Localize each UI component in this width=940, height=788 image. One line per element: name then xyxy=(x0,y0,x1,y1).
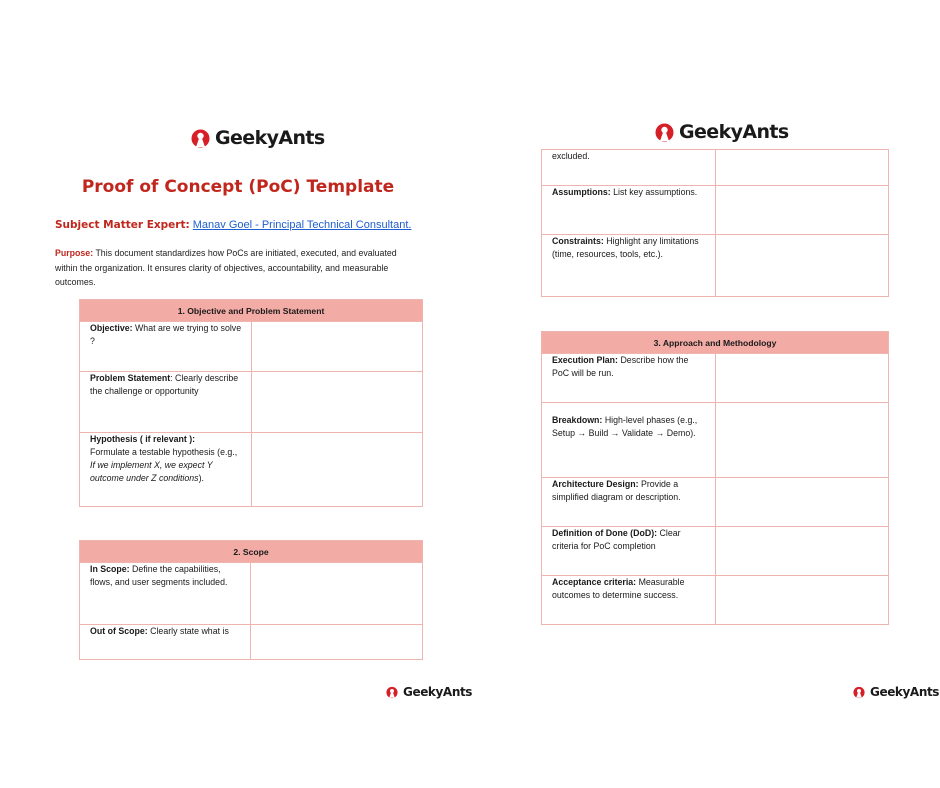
execution-text: Describe how the PoC will be run. xyxy=(552,355,689,378)
architecture-text: Provide a simplified diagram or description. xyxy=(552,479,681,502)
logo-text: GeekyAnts xyxy=(870,685,940,699)
sme-label: Subject Matter Expert: xyxy=(55,219,190,231)
out-scope-label: Out of Scope: xyxy=(90,626,148,636)
footer-logo-left xyxy=(386,685,472,699)
constraints-text: Highlight any limitations (time, resources, tools, etc.). xyxy=(552,236,699,259)
in-scope-text: Define the capabilities, flows, and user segments included. xyxy=(90,564,228,587)
scope-continued-table xyxy=(541,149,889,297)
excluded-text: excluded. xyxy=(552,151,590,161)
execution-label: Execution Plan: xyxy=(552,355,618,365)
breakdown-text: High-level phases (e.g., Setup → Build → Validate → Demo). xyxy=(552,415,698,438)
dod-label: Definition of Done (DoD): xyxy=(552,528,658,538)
scope-table xyxy=(79,540,423,660)
logo-text: GeekyAnts xyxy=(215,127,325,149)
acceptance-text: Measurable outcomes to determine success. xyxy=(552,577,685,600)
section3-header: 3. Approach and Methodology xyxy=(542,332,889,354)
geekyants-logo-icon xyxy=(853,686,865,699)
hypothesis-response-cell[interactable] xyxy=(252,433,423,507)
hypothesis-label: Hypothesis ( if relevant ): xyxy=(90,434,196,444)
assumptions-text: List key assumptions. xyxy=(613,187,698,197)
document-title: Proof of Concept (PoC) Template xyxy=(81,177,395,197)
constraints-response-cell[interactable] xyxy=(716,235,889,297)
objective-table xyxy=(79,299,423,507)
problem-response-cell[interactable] xyxy=(252,372,423,433)
out-scope-text: Clearly state what is xyxy=(150,626,229,636)
objective-response-cell[interactable] xyxy=(252,322,423,372)
geekyants-logo-icon xyxy=(191,128,210,149)
purpose-paragraph xyxy=(55,246,415,290)
objective-label: Objective: xyxy=(90,323,133,333)
hypothesis-example: If we implement X, we expect Y outcome under Z conditions xyxy=(90,460,213,483)
header-logo-left xyxy=(191,127,325,149)
logo-text: GeekyAnts xyxy=(403,685,473,699)
architecture-response-cell[interactable] xyxy=(716,478,889,527)
dod-text: Clear criteria for PoC completion xyxy=(552,528,681,551)
subject-matter-expert xyxy=(55,219,411,231)
geekyants-logo-icon xyxy=(386,686,398,699)
dod-response-cell[interactable] xyxy=(716,527,889,576)
assumptions-response-cell[interactable] xyxy=(716,186,889,235)
breakdown-label: Breakdown: xyxy=(552,415,603,425)
purpose-text: This document standardizes how PoCs are initiated, executed, and evaluated within the organization. It ensures clarity of objectives, accountability, and measurable outcomes. xyxy=(55,248,397,288)
section2-header: 2. Scope xyxy=(80,541,423,563)
problem-label: Problem Statement xyxy=(90,373,171,383)
architecture-label: Architecture Design: xyxy=(552,479,639,489)
assumptions-label: Assumptions: xyxy=(552,187,611,197)
acceptance-response-cell[interactable] xyxy=(716,576,889,625)
header-logo-right xyxy=(655,121,789,143)
in-scope-response-cell[interactable] xyxy=(251,563,423,625)
geekyants-logo-icon xyxy=(655,122,674,143)
section1-header: 1. Objective and Problem Statement xyxy=(80,300,423,322)
acceptance-label: Acceptance criteria: xyxy=(552,577,637,587)
hypothesis-text-end: ). xyxy=(198,473,204,483)
sme-link[interactable]: Manav Goel - Principal Technical Consultant. xyxy=(192,219,412,231)
approach-table xyxy=(541,331,889,625)
in-scope-label: In Scope: xyxy=(90,564,130,574)
logo-text: GeekyAnts xyxy=(679,121,789,143)
excluded-response-cell[interactable] xyxy=(716,150,889,186)
hypothesis-text: Formulate a testable hypothesis (e.g., xyxy=(90,447,238,457)
constraints-label: Constraints: xyxy=(552,236,604,246)
footer-logo-right xyxy=(853,685,939,699)
purpose-label: Purpose: xyxy=(55,248,94,258)
breakdown-response-cell[interactable] xyxy=(716,403,889,478)
execution-response-cell[interactable] xyxy=(716,354,889,403)
problem-text: : Clearly describe the challenge or opportunity xyxy=(90,373,239,396)
objective-text: What are we trying to solve ? xyxy=(90,323,242,346)
out-scope-response-cell[interactable] xyxy=(251,625,423,660)
